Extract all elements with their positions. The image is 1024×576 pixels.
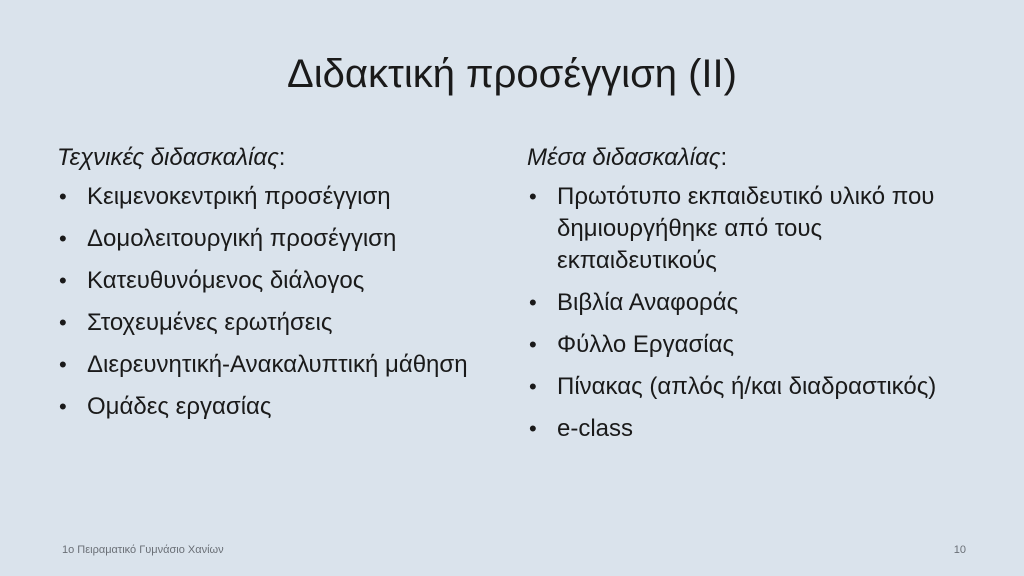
list-item	[527, 287, 977, 319]
list-item-text: Πρωτότυπο εκπαιδευτικό υλικό που δημιουργήθηκε από τους εκπαιδευτικούς	[557, 183, 935, 274]
left-column	[57, 142, 497, 433]
bullet-icon: •	[529, 184, 537, 209]
list-item	[57, 307, 497, 339]
techniques-list	[57, 181, 497, 423]
left-heading-text: Τεχνικές διδασκαλίας	[57, 144, 279, 171]
list-item-text: Βιβλία Αναφοράς	[557, 289, 739, 316]
bullet-icon: •	[59, 310, 67, 335]
bullet-icon: •	[59, 352, 67, 377]
list-item	[57, 349, 497, 381]
list-item	[527, 181, 977, 277]
bullet-icon: •	[59, 226, 67, 251]
list-item-text: Κατευθυνόμενος διάλογος	[87, 267, 365, 294]
list-item-text: Φύλλο Εργασίας	[557, 331, 735, 358]
bullet-icon: •	[59, 268, 67, 293]
list-item	[527, 371, 977, 403]
list-item	[57, 181, 497, 213]
list-item	[57, 265, 497, 297]
bullet-icon: •	[529, 374, 537, 399]
right-column	[527, 142, 977, 455]
list-item	[527, 413, 977, 445]
list-item-text: e-class	[557, 415, 634, 442]
list-item-text: Ομάδες εργασίας	[87, 393, 272, 420]
bullet-icon: •	[59, 184, 67, 209]
list-item-text: Στοχευμένες ερωτήσεις	[87, 309, 333, 336]
bullet-icon: •	[529, 290, 537, 315]
bullet-icon: •	[59, 394, 67, 419]
left-heading-colon: :	[278, 144, 286, 171]
left-column-heading	[57, 142, 497, 174]
bullet-icon: •	[529, 332, 537, 357]
list-item	[527, 329, 977, 361]
list-item-text: Κειμενοκεντρική προσέγγιση	[87, 183, 391, 210]
slide-number: 10	[953, 544, 966, 556]
right-heading-text: Μέσα διδασκαλίας	[527, 144, 721, 171]
list-item	[57, 391, 497, 423]
list-item	[57, 223, 497, 255]
bullet-icon: •	[529, 416, 537, 441]
list-item-text: Διερευνητική-Ανακαλυπτική μάθηση	[87, 351, 468, 378]
list-item-text: Πίνακας (απλός ή/και διαδραστικός)	[557, 373, 937, 400]
right-column-heading	[527, 142, 977, 174]
right-heading-colon: :	[720, 144, 728, 171]
teaching-media-list	[527, 181, 977, 445]
footer-school-name: 1ο Πειραματικό Γυμνάσιο Χανίων	[62, 544, 224, 556]
list-item-text: Δομολειτουργική προσέγγιση	[87, 225, 397, 252]
slide-title: Διδακτική προσέγγιση (ΙΙ)	[287, 52, 737, 96]
